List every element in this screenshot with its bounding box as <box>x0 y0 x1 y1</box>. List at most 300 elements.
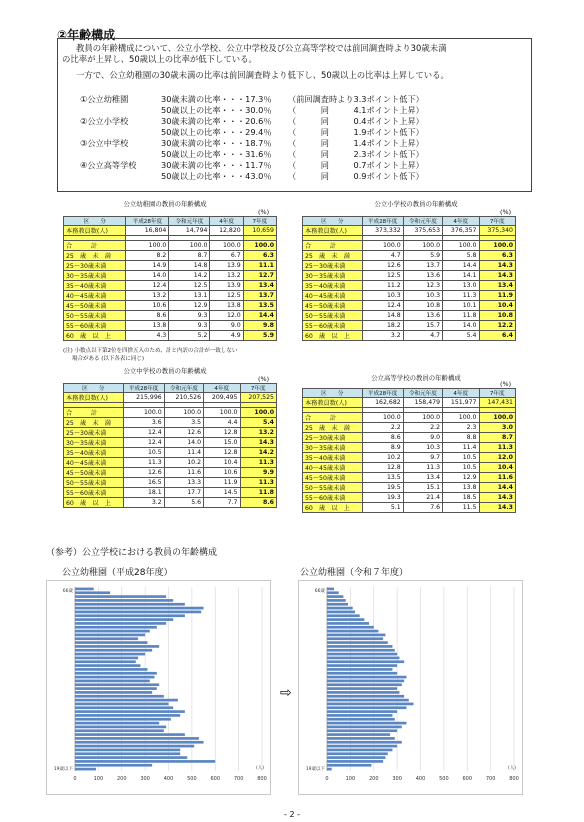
table-cell: 100.0 <box>403 413 442 423</box>
chart-bar <box>75 764 152 767</box>
table-row <box>303 473 516 483</box>
table-cell: 100.0 <box>204 408 240 418</box>
chart-bar <box>327 591 339 594</box>
table-cell: 207,525 <box>240 393 277 403</box>
table-row <box>64 291 277 301</box>
table-row-label: 25～30歳未満 <box>303 433 363 443</box>
chart-bar <box>75 618 173 621</box>
table-cell: 14.2 <box>169 271 210 281</box>
chart-bar <box>75 737 199 740</box>
table-cell: 12.0 <box>479 453 516 463</box>
chart-bar <box>327 611 355 614</box>
table-row-label: 合 計 <box>303 413 363 423</box>
table-row <box>64 458 277 468</box>
table-cell: 13.4 <box>479 281 516 291</box>
table-cell: 10.4 <box>479 301 516 311</box>
table-cell: 147,431 <box>479 398 516 408</box>
table-cell: 100.0 <box>210 241 243 251</box>
table-header-cell: 令和元年度 <box>403 217 442 226</box>
table-row <box>303 433 516 443</box>
chart-bar <box>75 630 150 633</box>
table-cell: 100.0 <box>443 241 479 251</box>
table-cell: 19.5 <box>362 483 403 493</box>
table-cell: 14.3 <box>479 261 516 271</box>
chart-bar <box>327 768 332 771</box>
table-row <box>64 468 277 478</box>
chart-bar <box>327 614 360 617</box>
table-total-row <box>64 226 277 236</box>
chart-bar <box>75 683 159 686</box>
table-cell: 209,495 <box>204 393 240 403</box>
table-cell: 12.4 <box>123 438 164 448</box>
chart-x-tick-label: 300 <box>140 776 150 782</box>
table-cell: 5.8 <box>443 251 479 261</box>
table-cell: 9.9 <box>240 468 277 478</box>
table-cell: 215,996 <box>123 393 164 403</box>
table-cell: 10.2 <box>164 458 203 468</box>
table-cell: 12.9 <box>443 473 479 483</box>
table-header-cell: 7年度 <box>240 384 277 393</box>
table-cell: 10.1 <box>443 301 479 311</box>
table-cell: 13.8 <box>443 483 479 493</box>
chart-bar <box>327 680 404 683</box>
table-cell: 10.6 <box>204 468 240 478</box>
table-row <box>303 321 516 331</box>
rate-over50-change: （ 同 0.9ポイント低下） <box>288 171 424 181</box>
chart-bar <box>75 760 215 763</box>
table-cell: 14.3 <box>240 438 277 448</box>
chart-bar <box>327 653 397 656</box>
table-row <box>64 418 277 428</box>
table-cell: 12.6 <box>164 428 203 438</box>
chart-bar <box>327 626 374 629</box>
chart-bar <box>327 676 406 679</box>
table-header-cell: 7年度 <box>243 217 276 226</box>
table-cell: 11.9 <box>479 291 516 301</box>
chart-bar <box>75 706 173 709</box>
chart-bar <box>75 626 157 629</box>
chart-bar <box>75 614 185 617</box>
table-cell: 14.1 <box>443 271 479 281</box>
table-row-label: 50～55歳未満 <box>64 311 126 321</box>
table-cell: 13.6 <box>403 271 442 281</box>
table-cell: 14.0 <box>443 321 479 331</box>
table-cell: 10.4 <box>479 463 516 473</box>
chart-bar <box>75 622 166 625</box>
table-cell: 10.3 <box>403 291 442 301</box>
chart-x-tick-label: 400 <box>415 776 426 782</box>
chart-x-tick-label: 800 <box>257 776 267 782</box>
footnote-line-2: 場合がある (以下各表に同じ) <box>72 356 145 362</box>
table-cell: 14.9 <box>126 261 169 271</box>
chart-bar <box>75 768 96 771</box>
chart-bar <box>327 595 343 598</box>
table-header-cell: 4年度 <box>443 217 479 226</box>
table-cell: 6.3 <box>243 251 276 261</box>
chart-bar <box>327 630 378 633</box>
chart-y-label-bottom: 19歳以下 <box>53 767 73 772</box>
table-header-cell: 令和元年度 <box>164 384 203 393</box>
rate-over50: 50歳以上の比率・・・31.6％ <box>161 149 272 159</box>
table-cell: 4.7 <box>403 331 442 341</box>
table-row <box>303 493 516 503</box>
table-cell: 373,332 <box>362 226 403 236</box>
table-cell: 6.4 <box>479 331 516 341</box>
table-cell: 5.4 <box>443 331 479 341</box>
rate-under30-change: （ 同 0.4ポイント上昇） <box>288 116 424 126</box>
chart-bar <box>327 752 388 755</box>
table-cell: 14.3 <box>479 493 516 503</box>
table-cell: 6.3 <box>479 251 516 261</box>
table-cell: 9.3 <box>169 311 210 321</box>
table-row-label: 45～50歳未満 <box>303 301 363 311</box>
table-row <box>64 261 277 271</box>
chart-bar <box>75 595 166 598</box>
chart-bar <box>327 756 385 759</box>
table-cell: 8.8 <box>443 433 479 443</box>
table-cell: 376,357 <box>443 226 479 236</box>
table-cell: 3.5 <box>164 418 203 428</box>
table-header-cell: 令和元年度 <box>403 389 442 398</box>
chart-title-kindergarten-r7: 公立幼稚園（令和７年度） <box>300 568 409 578</box>
chart-bar <box>75 680 150 683</box>
chart-bar <box>327 737 395 740</box>
chart-x-tick-label: 700 <box>233 776 244 782</box>
chart-bar <box>75 657 138 660</box>
table-row-label: 25 歳 未 満 <box>303 423 363 433</box>
table-row <box>64 271 277 281</box>
chart-bar <box>75 718 171 721</box>
elementary-unit: (%) <box>500 208 512 216</box>
table-cell: 2.2 <box>362 423 403 433</box>
table-header-cell: 7年度 <box>479 217 516 226</box>
table-row-label: 合 計 <box>64 241 126 251</box>
table-row <box>303 413 516 423</box>
chart-x-tick-label: 100 <box>93 776 104 782</box>
elementary-table-title: 公立小学校の教員の年齢構成 <box>374 200 458 208</box>
table-row-label: 35～40歳未満 <box>64 281 126 291</box>
table-cell: 12,820 <box>210 226 243 236</box>
table-cell: 11.6 <box>479 473 516 483</box>
chart-bar <box>327 683 402 686</box>
chart-bar <box>327 691 399 694</box>
elementary-table <box>302 216 516 341</box>
table-row <box>64 478 277 488</box>
table-total-row <box>64 393 277 403</box>
arrow-icon: ⇨ <box>280 685 292 701</box>
table-row-label: 60 歳 以 上 <box>303 503 363 513</box>
table-cell: 15.1 <box>403 483 442 493</box>
table-row-label: 本務教員数(人) <box>64 226 126 236</box>
chart-bar <box>327 733 390 736</box>
table-cell: 10,659 <box>243 226 276 236</box>
kindergarten-table-title: 公立幼稚園の教員の年齢構成 <box>123 200 207 208</box>
table-cell: 11.3 <box>479 443 516 453</box>
table-cell: 8.9 <box>362 443 403 453</box>
chart-bar <box>75 714 180 717</box>
chart-bar <box>327 607 353 610</box>
chart-bar <box>327 703 413 706</box>
chart-bar <box>327 622 369 625</box>
table-cell: 13.4 <box>403 473 442 483</box>
rate-over50-change: （ 同 2.3ポイント低下） <box>288 149 424 159</box>
table-cell: 13.2 <box>240 428 277 438</box>
table-row <box>303 251 516 261</box>
table-header-cell: 4年度 <box>443 389 479 398</box>
chart-bar <box>327 726 402 729</box>
table-cell: 210,526 <box>164 393 203 403</box>
table-row <box>303 241 516 251</box>
chart-bar <box>75 607 204 610</box>
table-cell: 11.6 <box>164 468 203 478</box>
table-row-label: 40～45歳未満 <box>64 291 126 301</box>
table-cell: 10.4 <box>204 458 240 468</box>
chart-bar <box>75 641 147 644</box>
chart-x-unit: (人) <box>255 766 264 771</box>
table-cell: 10.5 <box>443 453 479 463</box>
table-cell: 7.6 <box>403 503 442 513</box>
chart-bar <box>327 687 397 690</box>
table-cell: 12.0 <box>210 311 243 321</box>
table-header-cell: 令和元年度 <box>169 217 210 226</box>
table-header-cell: 平成28年度 <box>362 217 403 226</box>
table-cell: 5.9 <box>243 331 276 341</box>
table-cell: 11.8 <box>240 488 277 498</box>
table-cell: 100.0 <box>164 408 203 418</box>
table-row-label: 40～45歳未満 <box>64 458 124 468</box>
table-cell: 100.0 <box>240 408 277 418</box>
chart-bar <box>327 710 397 713</box>
rate-school-label: ③公立中学校 <box>80 138 129 148</box>
chart-bar <box>327 660 404 663</box>
chart-x-tick-label: 0 <box>325 776 329 782</box>
table-row-label: 45～50歳未満 <box>64 468 124 478</box>
table-cell: 11.4 <box>164 448 203 458</box>
chart-bar <box>327 729 397 732</box>
table-cell: 21.4 <box>403 493 442 503</box>
chart-bar <box>75 703 169 706</box>
chart-bar <box>327 706 406 709</box>
chart-bar <box>75 733 185 736</box>
table-cell: 13.2 <box>126 291 169 301</box>
table-row-label: 30～35歳未満 <box>64 438 124 448</box>
table-cell: 5.1 <box>362 503 403 513</box>
chart-x-tick-label: 300 <box>392 776 402 782</box>
rate-under30: 30歳未満の比率・・・20.6％ <box>161 116 272 126</box>
table-cell: 14.8 <box>362 311 403 321</box>
table-row-label: 25 歳 未 満 <box>64 251 126 261</box>
table-header-cell: 区 分 <box>303 217 363 226</box>
table-cell: 12.9 <box>169 301 210 311</box>
chart-bar <box>75 599 173 602</box>
table-row-label: 35～40歳未満 <box>303 453 363 463</box>
table-header-cell: 平成28年度 <box>362 389 403 398</box>
table-cell: 15.0 <box>204 438 240 448</box>
chart-bar <box>327 672 397 675</box>
chart-bar <box>75 745 194 748</box>
chart-bar <box>327 588 334 591</box>
chart-bar <box>327 618 364 621</box>
rate-school-label: ①公立幼稚園 <box>80 94 129 104</box>
table-cell: 14.0 <box>126 271 169 281</box>
table-cell: 11.2 <box>362 281 403 291</box>
table-row <box>64 311 277 321</box>
table-cell: 100.0 <box>243 241 276 251</box>
chart-bar <box>75 726 166 729</box>
rate-school-label: ②公立小学校 <box>80 116 129 126</box>
chart-bar <box>75 634 145 637</box>
table-row <box>64 241 277 251</box>
table-row-label: 25～30歳未満 <box>64 428 124 438</box>
rate-under30: 30歳未満の比率・・・11.7％ <box>161 160 272 170</box>
table-row <box>303 291 516 301</box>
table-row-label: 35～40歳未満 <box>303 281 363 291</box>
table-cell: 8.6 <box>240 498 277 508</box>
table-row <box>303 331 516 341</box>
table-cell: 9.0 <box>210 321 243 331</box>
table-header-cell: 区 分 <box>64 217 126 226</box>
table-cell: 100.0 <box>443 413 479 423</box>
summary-paragraph-1b: の比率が上昇し、50歳以上の比率が低下している。 <box>62 54 257 64</box>
table-cell: 12.4 <box>362 301 403 311</box>
chart-bar <box>327 695 404 698</box>
chart-bar <box>75 676 154 679</box>
table-cell: 11.3 <box>403 463 442 473</box>
table-cell: 162,682 <box>362 398 403 408</box>
table-header-row <box>303 389 516 398</box>
table-cell: 12.5 <box>210 291 243 301</box>
table-header-row <box>64 217 277 226</box>
chart-bar <box>75 668 147 671</box>
chart-x-tick-label: 800 <box>509 776 519 782</box>
rate-under30-change: （前回調査時より3.3ポイント低下） <box>288 94 424 104</box>
table-cell: 14.3 <box>479 271 516 281</box>
chart-bar <box>327 657 399 660</box>
chart-bar <box>75 649 152 652</box>
table-row-label: 35～40歳未満 <box>64 448 124 458</box>
table-cell: 2.2 <box>403 423 442 433</box>
table-row-label: 55～60歳未満 <box>64 488 124 498</box>
table-row <box>303 311 516 321</box>
table-cell: 14.4 <box>243 311 276 321</box>
table-cell: 17.7 <box>164 488 203 498</box>
chart-bar <box>327 718 395 721</box>
table-cell: 5.2 <box>169 331 210 341</box>
table-row-label: 本務教員数(人) <box>303 398 363 408</box>
footnote-line-1: (注) 小数点以下第2位を四捨五入のため、計と内訳の合計が一致しない <box>63 348 238 354</box>
table-cell: 158,479 <box>403 398 442 408</box>
table-row-label: 25～30歳未満 <box>64 261 126 271</box>
table-cell: 10.3 <box>362 291 403 301</box>
chart-bar <box>75 653 145 656</box>
table-cell: 151,977 <box>443 398 479 408</box>
table-cell: 13.2 <box>210 271 243 281</box>
chart-bar <box>75 695 164 698</box>
table-row-label: 30～35歳未満 <box>64 271 126 281</box>
table-cell: 13.4 <box>243 281 276 291</box>
table-row <box>303 261 516 271</box>
chart-bar <box>75 691 152 694</box>
table-row-label: 30～35歳未満 <box>303 443 363 453</box>
table-row-label: 合 計 <box>303 241 363 251</box>
chart-bar <box>75 729 164 732</box>
junior-high-table <box>63 383 277 508</box>
table-row-label: 60 歳 以 上 <box>64 331 126 341</box>
high-school-unit: (%) <box>500 380 512 388</box>
chart-bar <box>75 611 201 614</box>
table-cell: 14.4 <box>479 483 516 493</box>
table-cell: 14.4 <box>443 261 479 271</box>
table-cell: 11.4 <box>443 443 479 453</box>
table-header-cell: 区 分 <box>303 389 363 398</box>
chart-x-tick-label: 600 <box>462 776 473 782</box>
table-cell: 4.3 <box>126 331 169 341</box>
chart-bar <box>327 741 402 744</box>
chart-bar <box>327 760 383 763</box>
table-cell: 12.2 <box>479 321 516 331</box>
table-header-cell: 7年度 <box>479 389 516 398</box>
chart-bar <box>327 668 392 671</box>
table-row-label: 45～50歳未満 <box>64 301 126 311</box>
table-row-label: 55～60歳未満 <box>303 321 363 331</box>
table-cell: 12.6 <box>123 468 164 478</box>
chart-bar <box>75 645 159 648</box>
table-row <box>64 281 277 291</box>
summary-box <box>57 38 532 192</box>
chart-x-tick-label: 0 <box>73 776 77 782</box>
high-school-table-title: 公立高等学校の教員の年齢構成 <box>371 374 461 382</box>
table-cell: 11.1 <box>243 261 276 271</box>
table-cell: 6.7 <box>210 251 243 261</box>
table-header-cell: 4年度 <box>210 217 243 226</box>
chart-bar <box>327 749 392 752</box>
table-header-cell: 平成28年度 <box>126 217 169 226</box>
table-cell: 10.8 <box>479 311 516 321</box>
table-cell: 9.0 <box>403 433 442 443</box>
table-row <box>303 453 516 463</box>
section-heading: ②年齢構成 <box>57 28 116 42</box>
summary-paragraph-1a: 教員の年齢構成について、公立小学校、公立中学校及び公立高等学校では前回調査時より30歳未満 <box>76 43 447 53</box>
kindergarten-table <box>63 216 277 341</box>
table-header-cell: 区 分 <box>64 384 124 393</box>
table-cell: 100.0 <box>169 241 210 251</box>
table-cell: 8.7 <box>169 251 210 261</box>
chart-x-tick-label: 200 <box>116 776 127 782</box>
table-cell: 13.5 <box>243 301 276 311</box>
table-cell: 11.8 <box>443 311 479 321</box>
table-row <box>64 488 277 498</box>
table-row <box>64 448 277 458</box>
table-row-label: 45～50歳未満 <box>303 473 363 483</box>
table-cell: 16,804 <box>126 226 169 236</box>
chart-kindergarten-r7-svg <box>299 581 524 796</box>
table-cell: 100.0 <box>479 413 516 423</box>
rate-over50-change: （ 同 1.9ポイント低下） <box>288 127 424 137</box>
rate-over50-change: （ 同 4.1ポイント上昇） <box>288 105 424 115</box>
table-cell: 13.9 <box>210 261 243 271</box>
kindergarten-unit: (%) <box>258 208 270 216</box>
table-cell: 3.6 <box>123 418 164 428</box>
table-cell: 10.5 <box>123 448 164 458</box>
table-header-cell: 4年度 <box>204 384 240 393</box>
table-row-label: 合 計 <box>64 408 124 418</box>
table-cell: 3.2 <box>123 498 164 508</box>
table-row-label: 50～55歳未満 <box>303 311 363 321</box>
table-cell: 13.6 <box>403 311 442 321</box>
chart-x-tick-label: 500 <box>439 776 449 782</box>
chart-bar <box>75 687 157 690</box>
table-cell: 11.5 <box>443 503 479 513</box>
